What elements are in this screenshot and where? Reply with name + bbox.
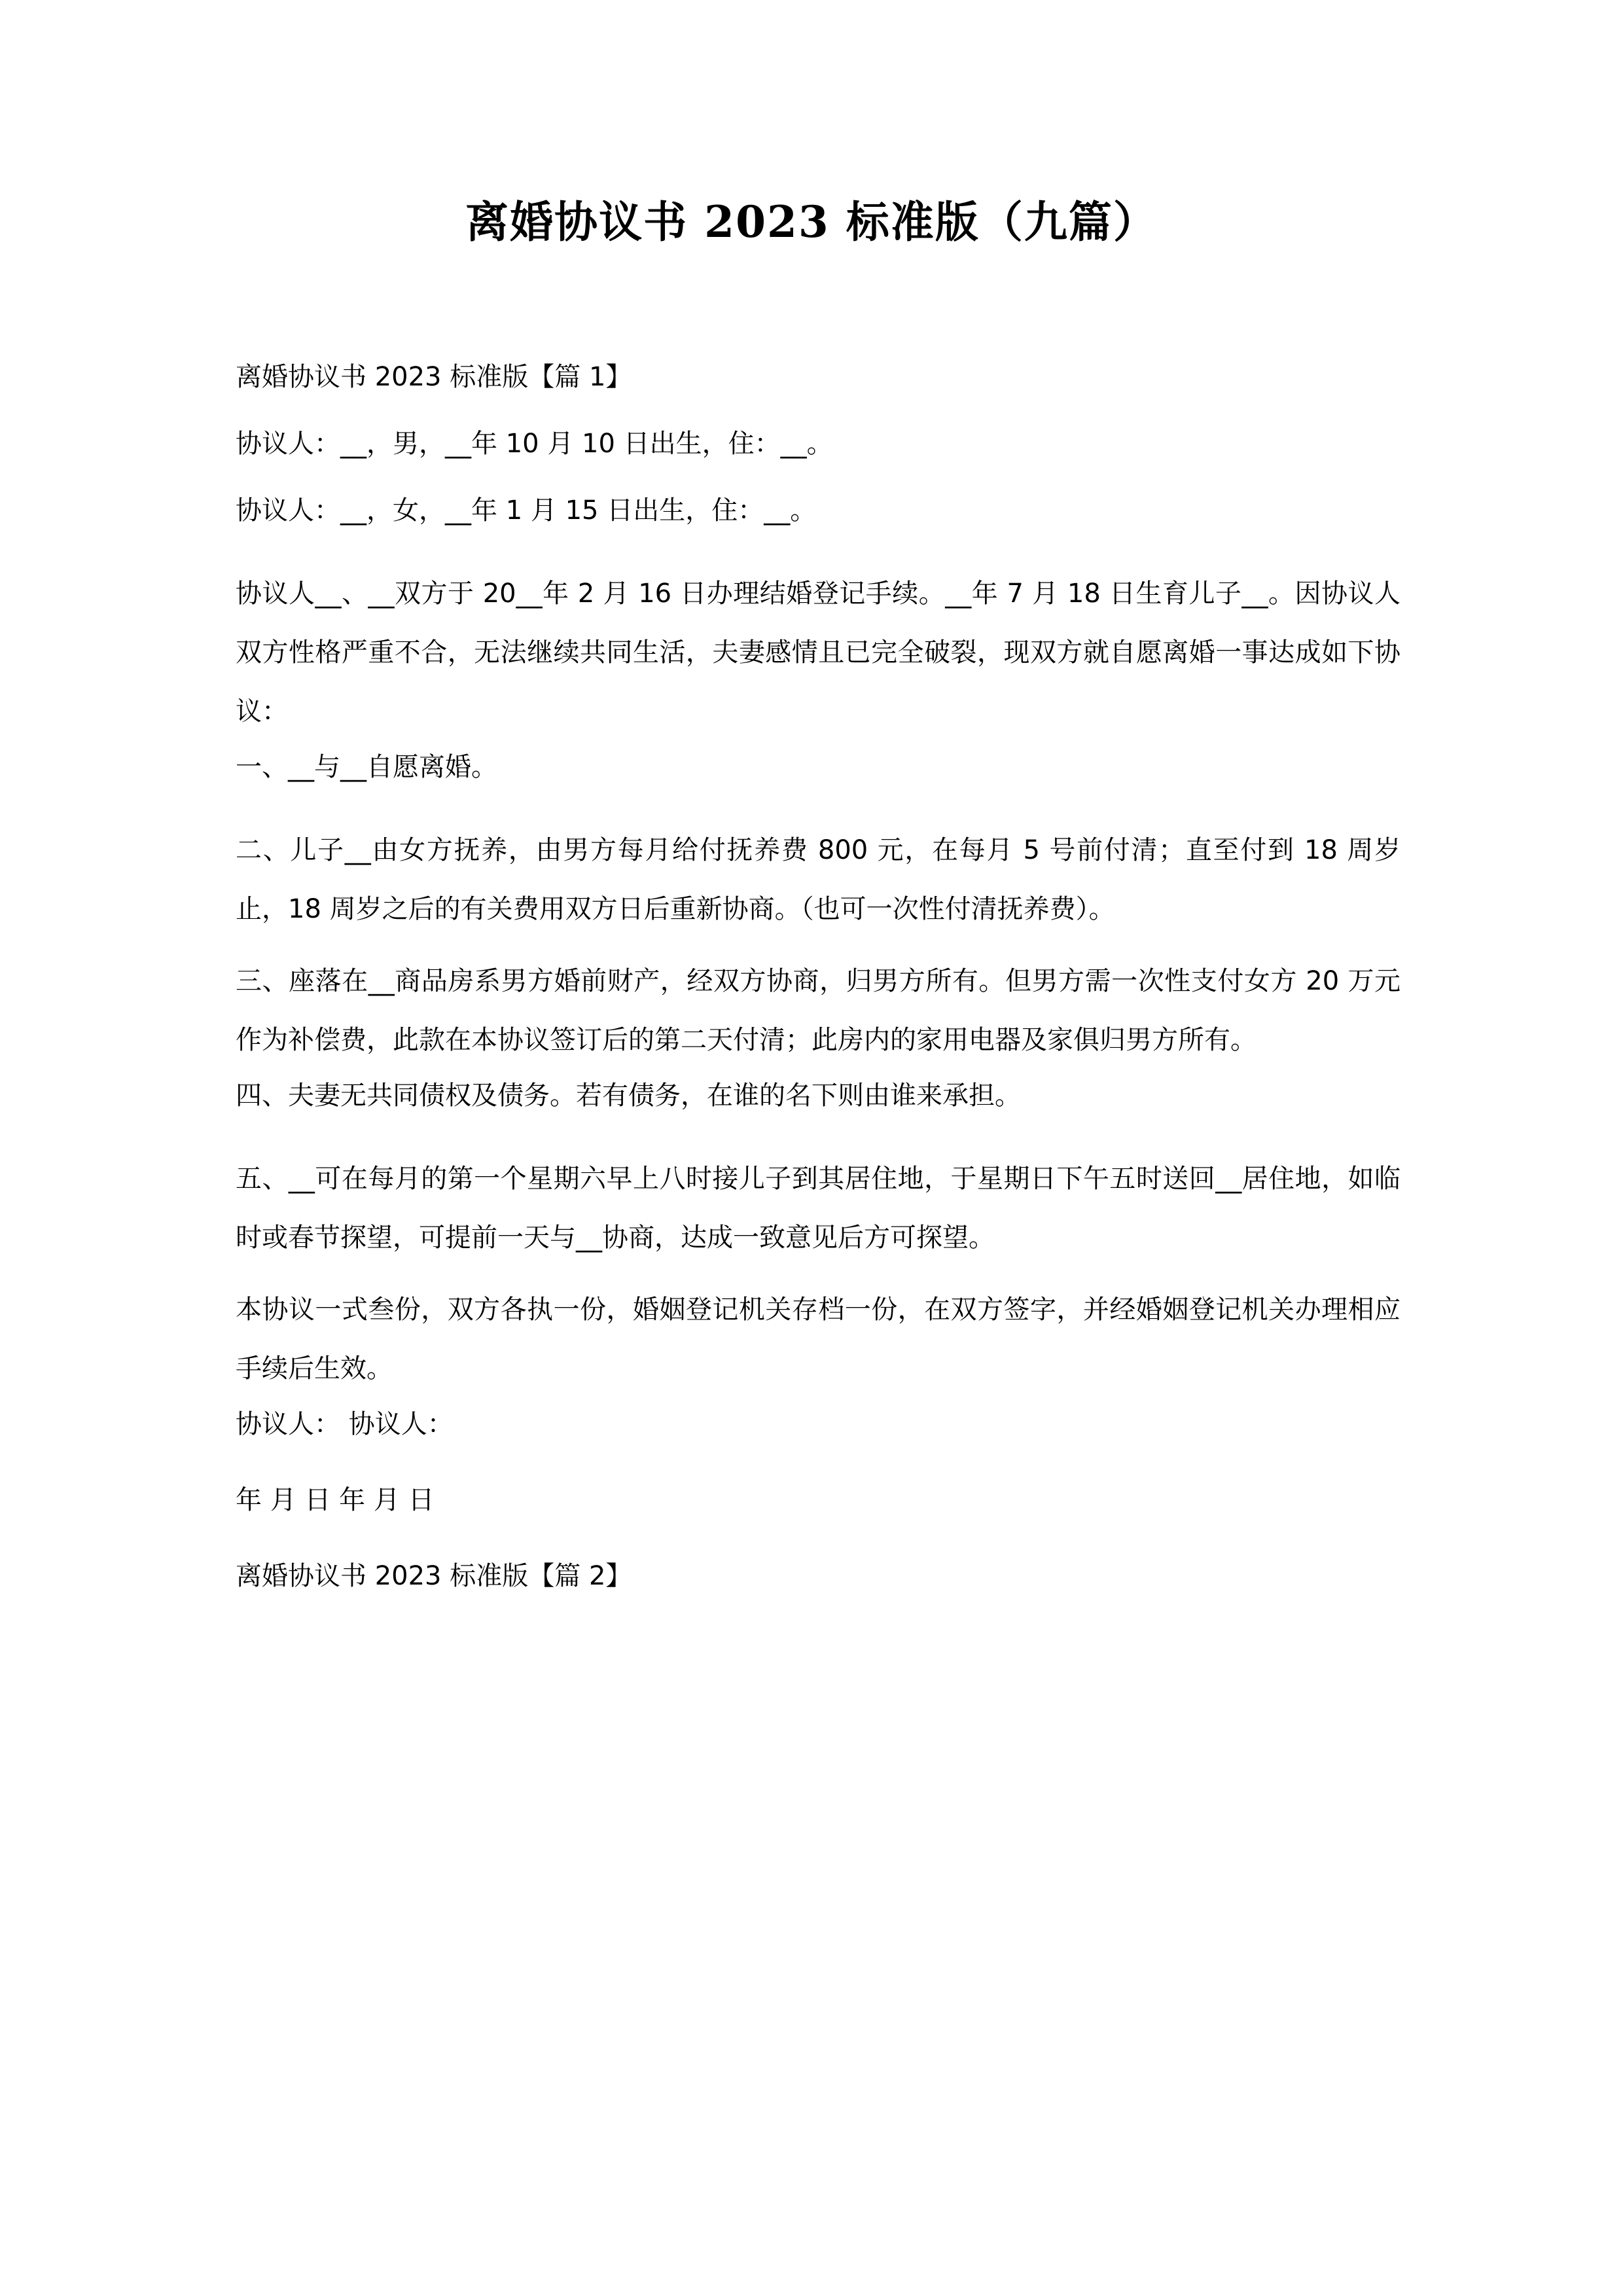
page-title: 离婚协议书 2023 标准版（九篇） [465,196,1158,247]
paragraph-background: 协议人__、__双方于 20__年 2 月 16 日办理结婚登记手续。__年 7 月 18 日生育儿子__。因协议人双方性格严重不合，无法继续共同生活，夫妻感情且已完全破裂，现双方就自愿离婚一事达成如下协议： [236,579,1400,726]
section-heading-part-2: 离婚协议书 2023 标准版【篇 2】 [236,1561,632,1591]
clause-item-1: 一、__与__自愿离婚。 [236,752,497,782]
section-heading-part-1: 离婚协议书 2023 标准版【篇 1】 [236,362,632,392]
signature-date-line: 年 月 日 年 月 日 [236,1485,435,1515]
paragraph-party-male: 协议人：__，男，__年 10 月 10 日出生，住：__。 [236,429,833,459]
clause-item-2: 二、儿子__由女方抚养，由男方每月给付抚养费 800 元，在每月 5 号前付清；直至付到 18 周岁止，18 周岁之后的有关费用双方日后重新协商。（也可一次性付清抚养费）。 [236,835,1400,924]
paragraph-closing: 本协议一式叁份，双方各执一份，婚姻登记机关存档一份，在双方签字，并经婚姻登记机关办理相应手续后生效。 [236,1295,1400,1384]
clause-item-5: 五、__可在每月的第一个星期六早上八时接儿子到其居住地，于星期日下午五时送回__居住地，如临时或春节探望，可提前一天与__协商，达成一致意见后方可探望。 [236,1164,1400,1253]
paragraph-party-female: 协议人：__，女，__年 1 月 15 日出生，住：__。 [236,495,817,526]
clause-item-3: 三、座落在__商品房系男方婚前财产，经双方协商，归男方所有。但男方需一次性支付女方 20 万元作为补偿费，此款在本协议签订后的第二天付清；此房内的家用电器及家俱归男方所有。 [236,966,1400,1055]
signature-signers-line: 协议人： 协议人： [236,1409,454,1439]
document-body [236,364,1400,1630]
clause-item-4: 四、夫妻无共同债权及债务。若有债务，在谁的名下则由谁来承担。 [236,1081,1021,1111]
